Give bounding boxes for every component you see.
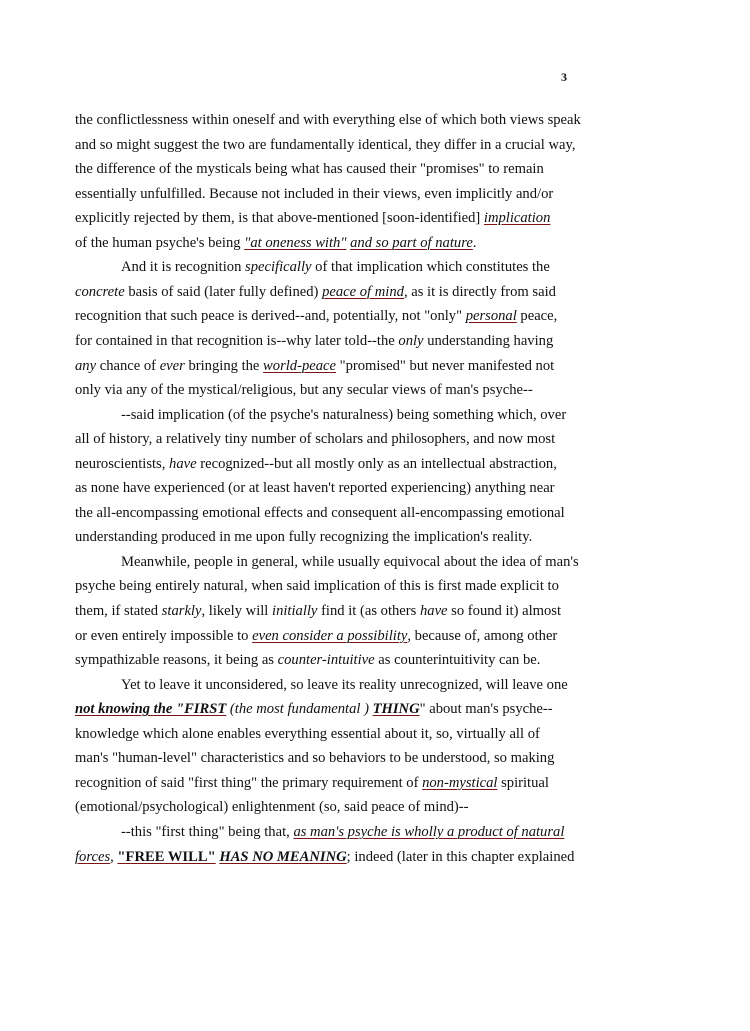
text-run: so found it) almost [447, 603, 562, 619]
text-run: And it is recognition [121, 259, 246, 276]
text-run: knowledge which alone enables everything essential about it, so, virtually all of [75, 725, 540, 742]
text-run: "promised" but never manifested not [336, 357, 555, 374]
text-run: understanding having [423, 333, 554, 349]
text-run: the conflictlessness within oneself and with everything else of which both views speak [75, 112, 581, 128]
emphasized-text: non-mystical [422, 774, 498, 791]
text-run: understanding produced in me upon fully recognizing the implication's reality. [75, 529, 533, 546]
text-line [121, 550, 579, 574]
text-line [75, 648, 540, 672]
text-run: recognition of said "first thing" the primary requirement of [75, 774, 423, 791]
emphasized-text: as man's psyche is wholly a product of natural [293, 824, 565, 840]
text-line [75, 378, 533, 402]
text-line [75, 280, 556, 304]
text-run: (emotional/psychological) enlightenment (so, said peace of mind)-- [75, 799, 469, 816]
text-run: for contained in that recognition is--why later told--the [75, 333, 399, 349]
emphasized-text: starkly [161, 603, 202, 619]
emphasized-text: any [75, 357, 97, 374]
text-run: , likely will [201, 603, 273, 619]
text-run: --this "first thing" being that, [121, 824, 294, 840]
text-run: or even entirely impossible to [75, 627, 253, 644]
emphasized-text: and so part of nature [350, 234, 473, 251]
emphasized-text: implication [483, 210, 551, 227]
text-line [75, 108, 581, 132]
text-run: peace, [516, 308, 558, 325]
text-run: of the human psyche's being [75, 234, 245, 251]
text-run: sympathizable reasons, it being as [75, 652, 278, 669]
text-run: Yet to leave it unconsidered, so leave its reality unrecognized, will leave one [121, 676, 568, 693]
text-line [75, 574, 559, 598]
text-line [75, 845, 574, 869]
text-run: chance of [96, 357, 160, 374]
text-run: recognition that such peace is derived--and, potentially, not "only" [75, 308, 466, 325]
emphasized-text: only [398, 333, 424, 349]
text-line [121, 820, 564, 844]
text-run: bringing the [184, 357, 264, 374]
text-line [75, 133, 576, 157]
text-run: of that implication which constitutes the [311, 259, 550, 276]
text-line [75, 182, 553, 206]
text-run: recognized--but all mostly only as an intellectual abstraction, [196, 455, 557, 472]
text-run: , as it is directly from said [403, 283, 556, 300]
text-run: explicitly rejected by them, is that above-mentioned [soon-identified] [75, 210, 484, 227]
text-line [121, 403, 566, 427]
text-line [75, 476, 555, 500]
text-run: only via any of the mystical/religious, but any secular views of man's psyche-- [75, 382, 533, 399]
text-run: ; indeed (later in this chapter explained [346, 848, 575, 865]
text-run: all of history, a relatively tiny number of scholars and philosophers, and now most [75, 431, 556, 448]
text-line [75, 304, 557, 328]
text-line [75, 427, 555, 451]
emphasized-text: specifically [245, 259, 312, 276]
text-line [75, 697, 553, 721]
emphasized-text: have [419, 603, 448, 619]
text-run: psyche being entirely natural, when said implication of this is first made explicit to [75, 578, 559, 595]
text-line [75, 722, 540, 746]
emphasized-text: HAS NO MEANING [219, 848, 347, 865]
text-run: as none have experienced (or at least haven't reported experiencing) anything near [75, 480, 555, 497]
text-run: the all-encompassing emotional effects and consequent all-encompassing emotional [75, 504, 565, 521]
emphasized-text: initially [272, 603, 318, 619]
emphasized-text: world-peace [263, 357, 336, 374]
text-line [75, 795, 469, 819]
text-run: . [472, 234, 477, 251]
emphasized-text: concrete [75, 283, 125, 300]
text-run: Meanwhile, people in general, while usually equivocal about the idea of man's [121, 553, 579, 570]
text-line [75, 354, 554, 378]
emphasized-text: have [169, 455, 197, 472]
emphasized-text: "FREE WILL" [117, 848, 216, 865]
text-run: find it (as others [317, 603, 420, 619]
emphasized-text: counter-intuitive [277, 652, 375, 669]
emphasized-text: personal [465, 308, 517, 325]
text-line [75, 771, 549, 795]
text-run: them, if stated [75, 603, 162, 619]
emphasized-text: (the most fundamental ) [226, 701, 373, 718]
text-line [75, 624, 557, 648]
emphasized-text: THING [372, 701, 420, 718]
text-run: the difference of the mysticals being what has caused their "promises" to remain [75, 161, 544, 178]
text-run: and so might suggest the two are fundamentally identical, they differ in a crucial way, [75, 136, 576, 153]
text-run: " about man's psyche-- [419, 701, 553, 718]
emphasized-text: ever [159, 357, 185, 374]
page-number: 3 [561, 70, 567, 84]
emphasized-text: even consider a possibility [252, 627, 408, 644]
text-line [75, 206, 550, 230]
text-line [121, 255, 550, 279]
text-run: essentially unfulfilled. Because not included in their views, even implicitly and/or [75, 185, 554, 202]
text-run: as counterintuitivity can be. [374, 652, 541, 669]
text-line [75, 746, 554, 770]
text-run: basis of said (later fully defined) [124, 283, 323, 300]
text-run: , [110, 848, 118, 865]
text-run: man's "human-level" characteristics and so behaviors to be understood, so making [75, 750, 555, 767]
text-line [75, 599, 561, 623]
text-line [121, 673, 568, 697]
text-run: spiritual [497, 774, 549, 791]
text-line [75, 452, 557, 476]
emphasized-text: peace of mind [322, 283, 404, 300]
text-line [75, 157, 544, 181]
text-run: --said implication (of the psyche's naturalness) being something which, over [121, 406, 567, 423]
text-line [75, 525, 532, 549]
text-line [75, 329, 553, 353]
emphasized-text: forces [75, 848, 111, 865]
text-run: , because of, among other [407, 627, 558, 644]
emphasized-text: not knowing the "FIRST [75, 701, 227, 718]
text-line [75, 231, 476, 255]
text-run: neuroscientists, [75, 455, 170, 472]
emphasized-text: "at oneness with" [244, 234, 347, 251]
text-line [75, 501, 565, 525]
